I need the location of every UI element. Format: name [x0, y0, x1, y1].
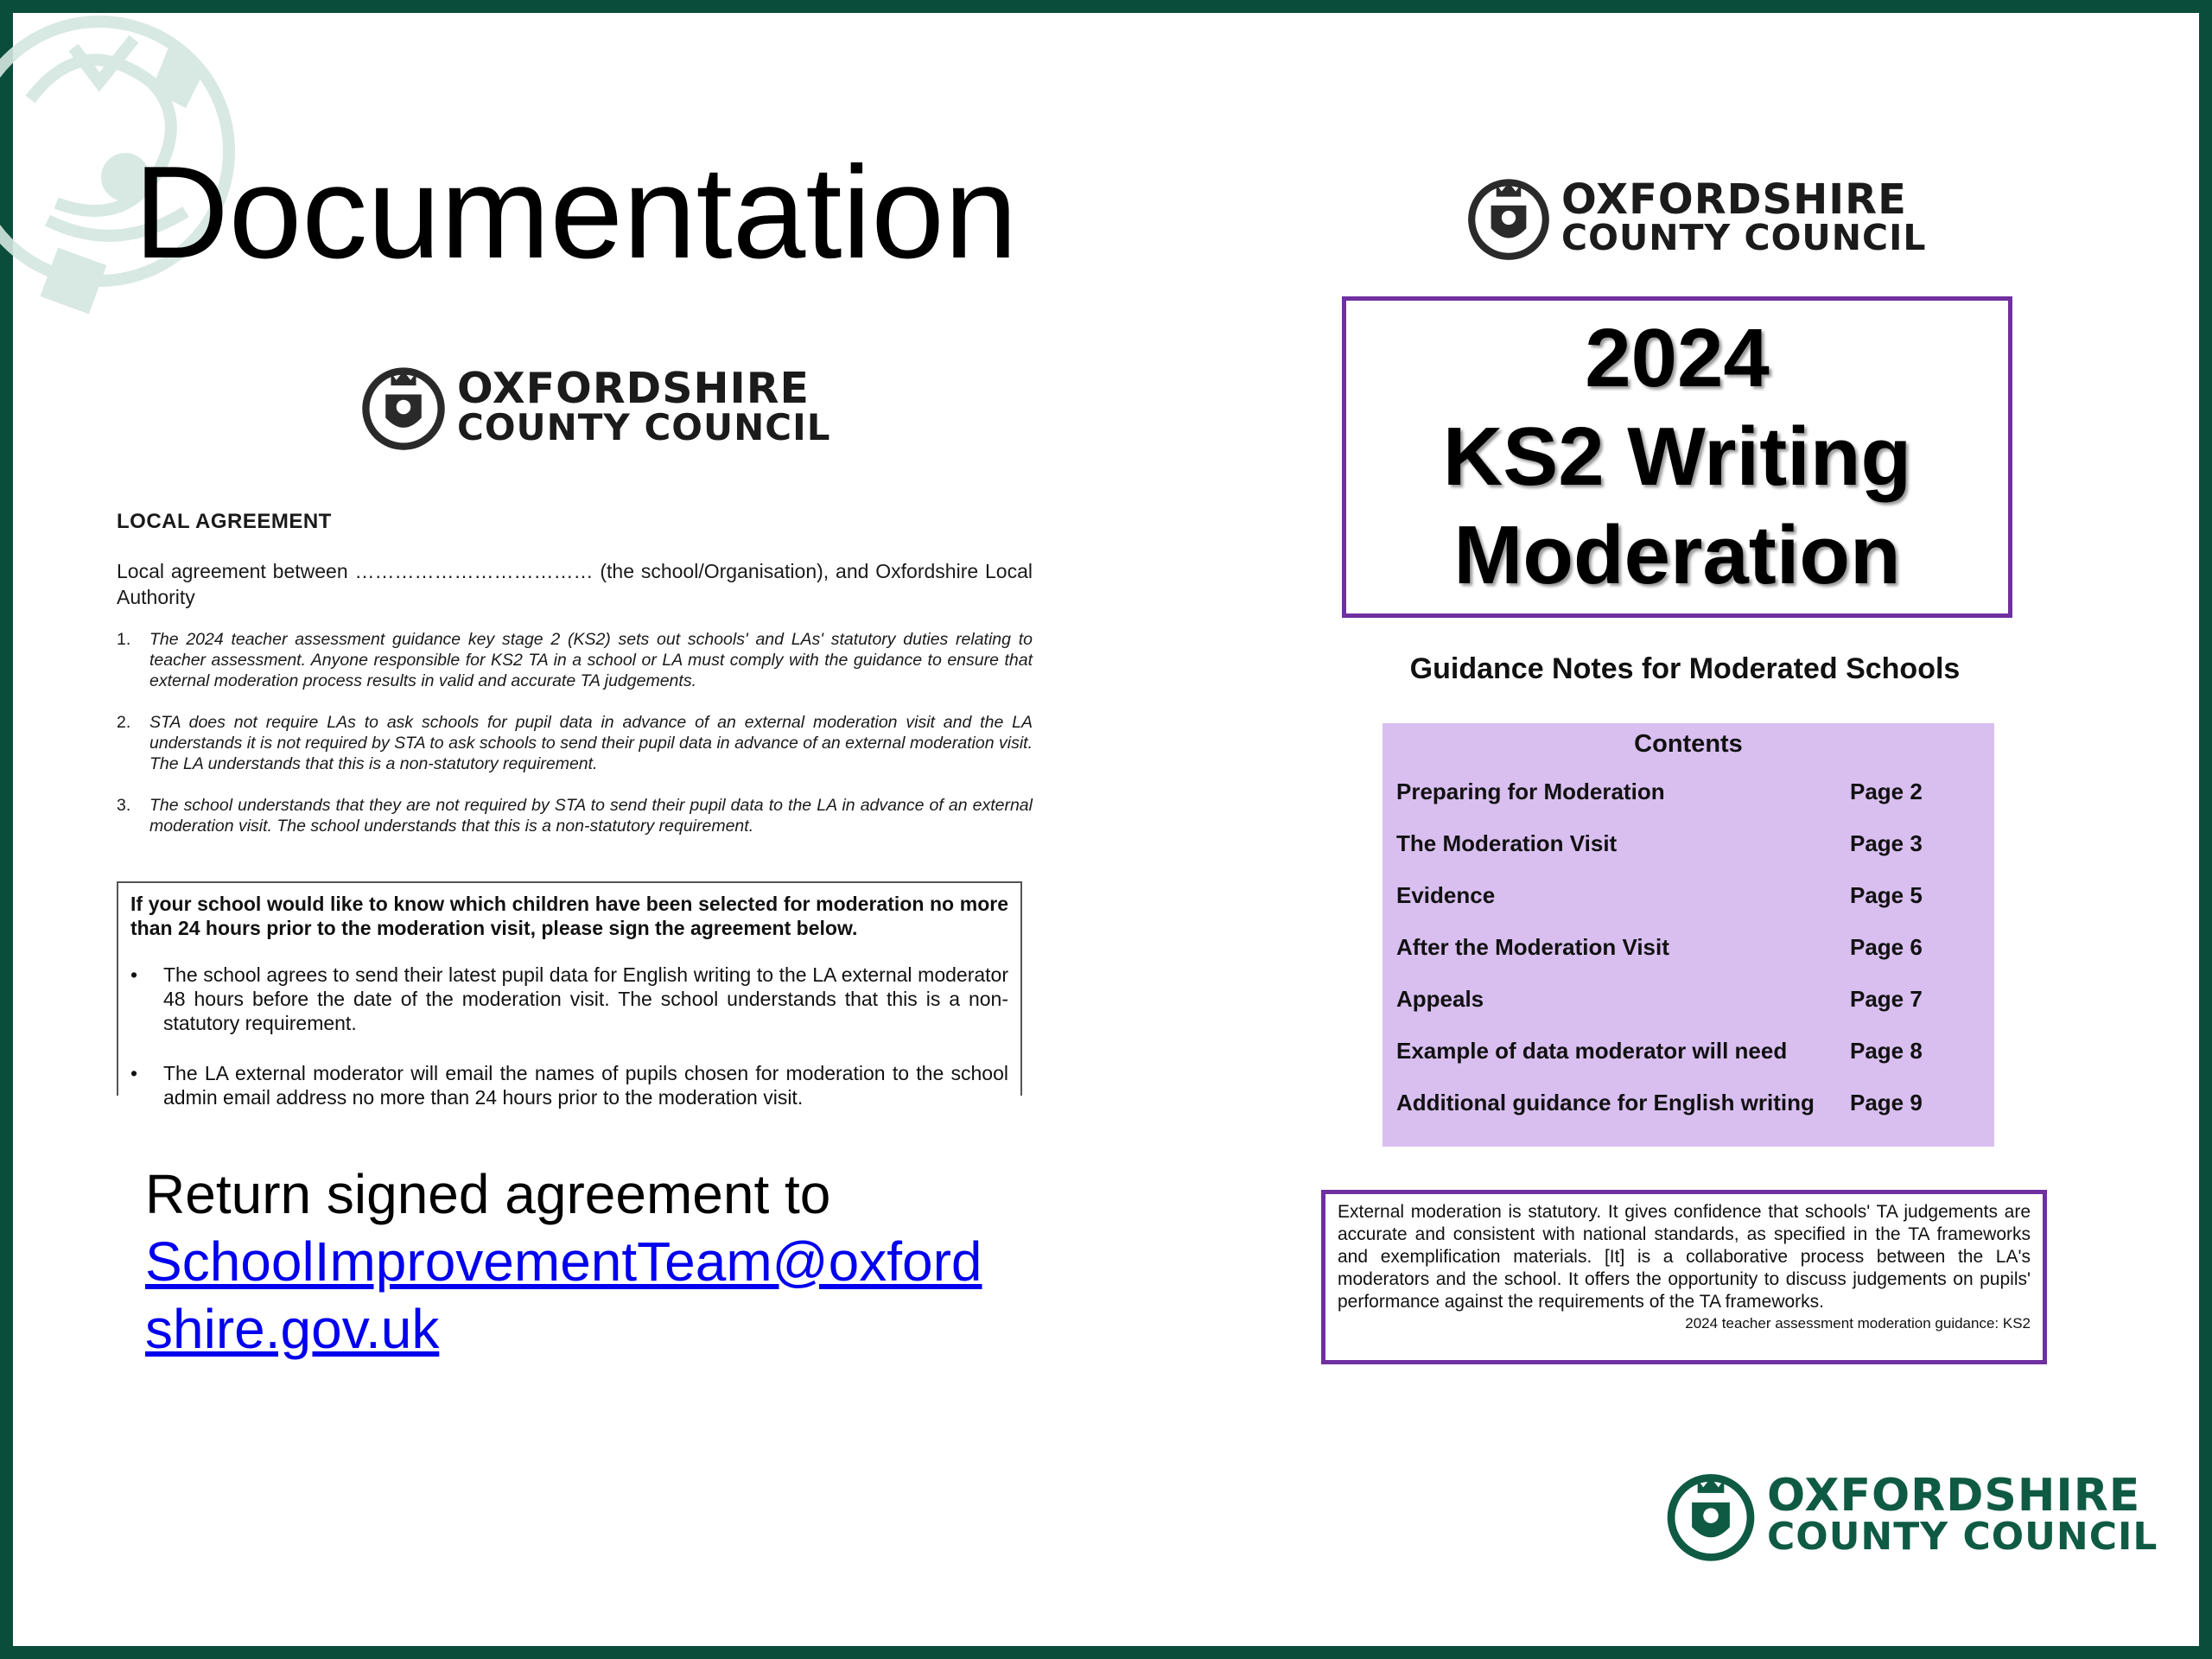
agreement-box — [117, 881, 1022, 1109]
council-logo — [1465, 170, 1927, 264]
moderation-quote: External moderation is statutory. It gives confidence that schools' TA judgements are accurate and consistent with national standards, as specified in the TA frameworks and exemplification materials. [It] is a collaborative process between the LA's moderators and the school. It offers the opportunity to discuss judgements on pupils' performance against the requirements of the TA frameworks. — [1338, 1202, 2031, 1312]
email-line-2[interactable]: shire.gov.uk — [145, 1298, 440, 1360]
bullet-icon: • — [130, 963, 138, 986]
email-link[interactable] — [145, 1228, 982, 1363]
return-instruction — [145, 1160, 982, 1363]
council-logo — [359, 359, 830, 454]
guidance-title-year: 2024 — [1585, 312, 1770, 404]
contents-row — [1396, 766, 1980, 817]
point-text: STA does not require LAs to ask schools for pupil data in advance of an external moderation visit and the LA understands it is not required by STA to ask schools to send their pupil data in advance of an external moderation visit. The LA understands that this is a non-statutory requirement. — [149, 713, 1033, 773]
point-number: 2. — [117, 713, 131, 732]
contents-title: Additional guidance for English writing — [1396, 1089, 1815, 1116]
contents-row — [1396, 973, 1980, 1025]
list-item — [117, 795, 1033, 836]
return-text: Return signed agreement to — [145, 1163, 831, 1225]
bullet-text: The LA external moderator will email the names of pupils chosen for moderation to the school admin email address no more than 24 hours prior to the moderation visit. — [163, 1062, 1008, 1109]
logo-line2: COUNTY COUNCIL — [457, 405, 831, 448]
local-agreement-heading: LOCAL AGREEMENT — [117, 510, 332, 533]
moderation-quote-box — [1321, 1190, 2047, 1364]
list-item — [117, 712, 1033, 774]
guidance-title-line3: Moderation — [1453, 509, 1901, 601]
local-agreement-intro: Local agreement between ……………………………… (the school/Organisation), and Oxfordshire Local Authority — [117, 560, 1033, 608]
contents-page: Page 5 — [1850, 881, 1923, 908]
list-item — [117, 629, 1033, 691]
contents-title: Appeals — [1396, 985, 1484, 1012]
logo-line2: COUNTY COUNCIL — [1767, 1515, 2158, 1559]
contents-title: After the Moderation Visit — [1396, 933, 1669, 960]
list-item — [130, 963, 1008, 1035]
point-number: 1. — [117, 630, 131, 649]
local-agreement-points — [117, 629, 1033, 836]
logo-line1: OXFORDSHIRE — [1767, 1470, 2141, 1522]
list-item — [130, 1061, 1008, 1109]
contents-page: Page 7 — [1850, 985, 1923, 1012]
agreement-bullets — [130, 963, 1008, 1109]
email-line-1[interactable]: SchoolImprovementTeam@oxford — [145, 1230, 982, 1293]
council-logo — [1663, 1465, 2158, 1565]
point-text: The school understands that they are not required by STA to send their pupil data to the LA in advance of an external moderation visit. The school understands that this is a non-statutory requirement. — [149, 796, 1033, 836]
contents-page: Page 9 — [1850, 1089, 1923, 1116]
council-crest-icon — [1663, 1465, 1758, 1565]
contents-row — [1396, 1025, 1980, 1077]
point-number: 3. — [117, 796, 131, 815]
contents-row — [1396, 817, 1980, 869]
contents-title: Preparing for Moderation — [1396, 778, 1665, 804]
guidance-title-line2: KS2 Writing — [1442, 410, 1912, 503]
logo-line1: OXFORDSHIRE — [457, 363, 810, 413]
point-text: The 2024 teacher assessment guidance key stage 2 (KS2) sets out schools' and LAs' statutory duties relating to teacher assessment. Anyone responsible for KS2 TA in a school or LA must comply with the guidance to ensure that external moderation process results in valid and accurate TA judgements. — [149, 630, 1033, 690]
contents-panel — [1382, 723, 1994, 1147]
contents-row — [1396, 1077, 1980, 1128]
contents-heading: Contents — [1634, 730, 1743, 758]
guidance-title-box — [1342, 296, 2012, 618]
logo-line1: OXFORDSHIRE — [1561, 175, 1907, 224]
logo-line2: COUNTY COUNCIL — [1561, 216, 1927, 258]
contents-page: Page 2 — [1850, 778, 1923, 804]
contents-title: Example of data moderator will need — [1396, 1037, 1788, 1064]
contents-page: Page 3 — [1850, 830, 1923, 856]
bullet-icon: • — [130, 1062, 138, 1084]
contents-title: Evidence — [1396, 881, 1496, 908]
council-crest-icon — [1465, 170, 1553, 264]
quote-source: 2024 teacher assessment moderation guidance: KS2 — [1685, 1315, 2031, 1332]
guidance-subtitle: Guidance Notes for Moderated Schools — [1409, 652, 1961, 685]
bullet-text: The school agrees to send their latest pupil data for English writing to the LA external moderator 48 hours before the date of the moderation visit. The school understands that this is a non-statutory requirement. — [163, 963, 1008, 1034]
council-crest-icon — [359, 359, 448, 454]
slide — [13, 13, 2199, 1646]
contents-row — [1396, 869, 1980, 921]
contents-page: Page 6 — [1850, 933, 1923, 960]
agreement-box-lead: If your school would like to know which children have been selected for moderation no more than 24 hours prior to the moderation visit, please sign the agreement below. — [130, 893, 1008, 939]
contents-title: The Moderation Visit — [1396, 830, 1618, 856]
local-agreement-document — [117, 510, 1033, 857]
contents-page: Page 8 — [1850, 1037, 1923, 1064]
contents-row — [1396, 921, 1980, 973]
slide-title: Documentation — [134, 139, 1018, 286]
